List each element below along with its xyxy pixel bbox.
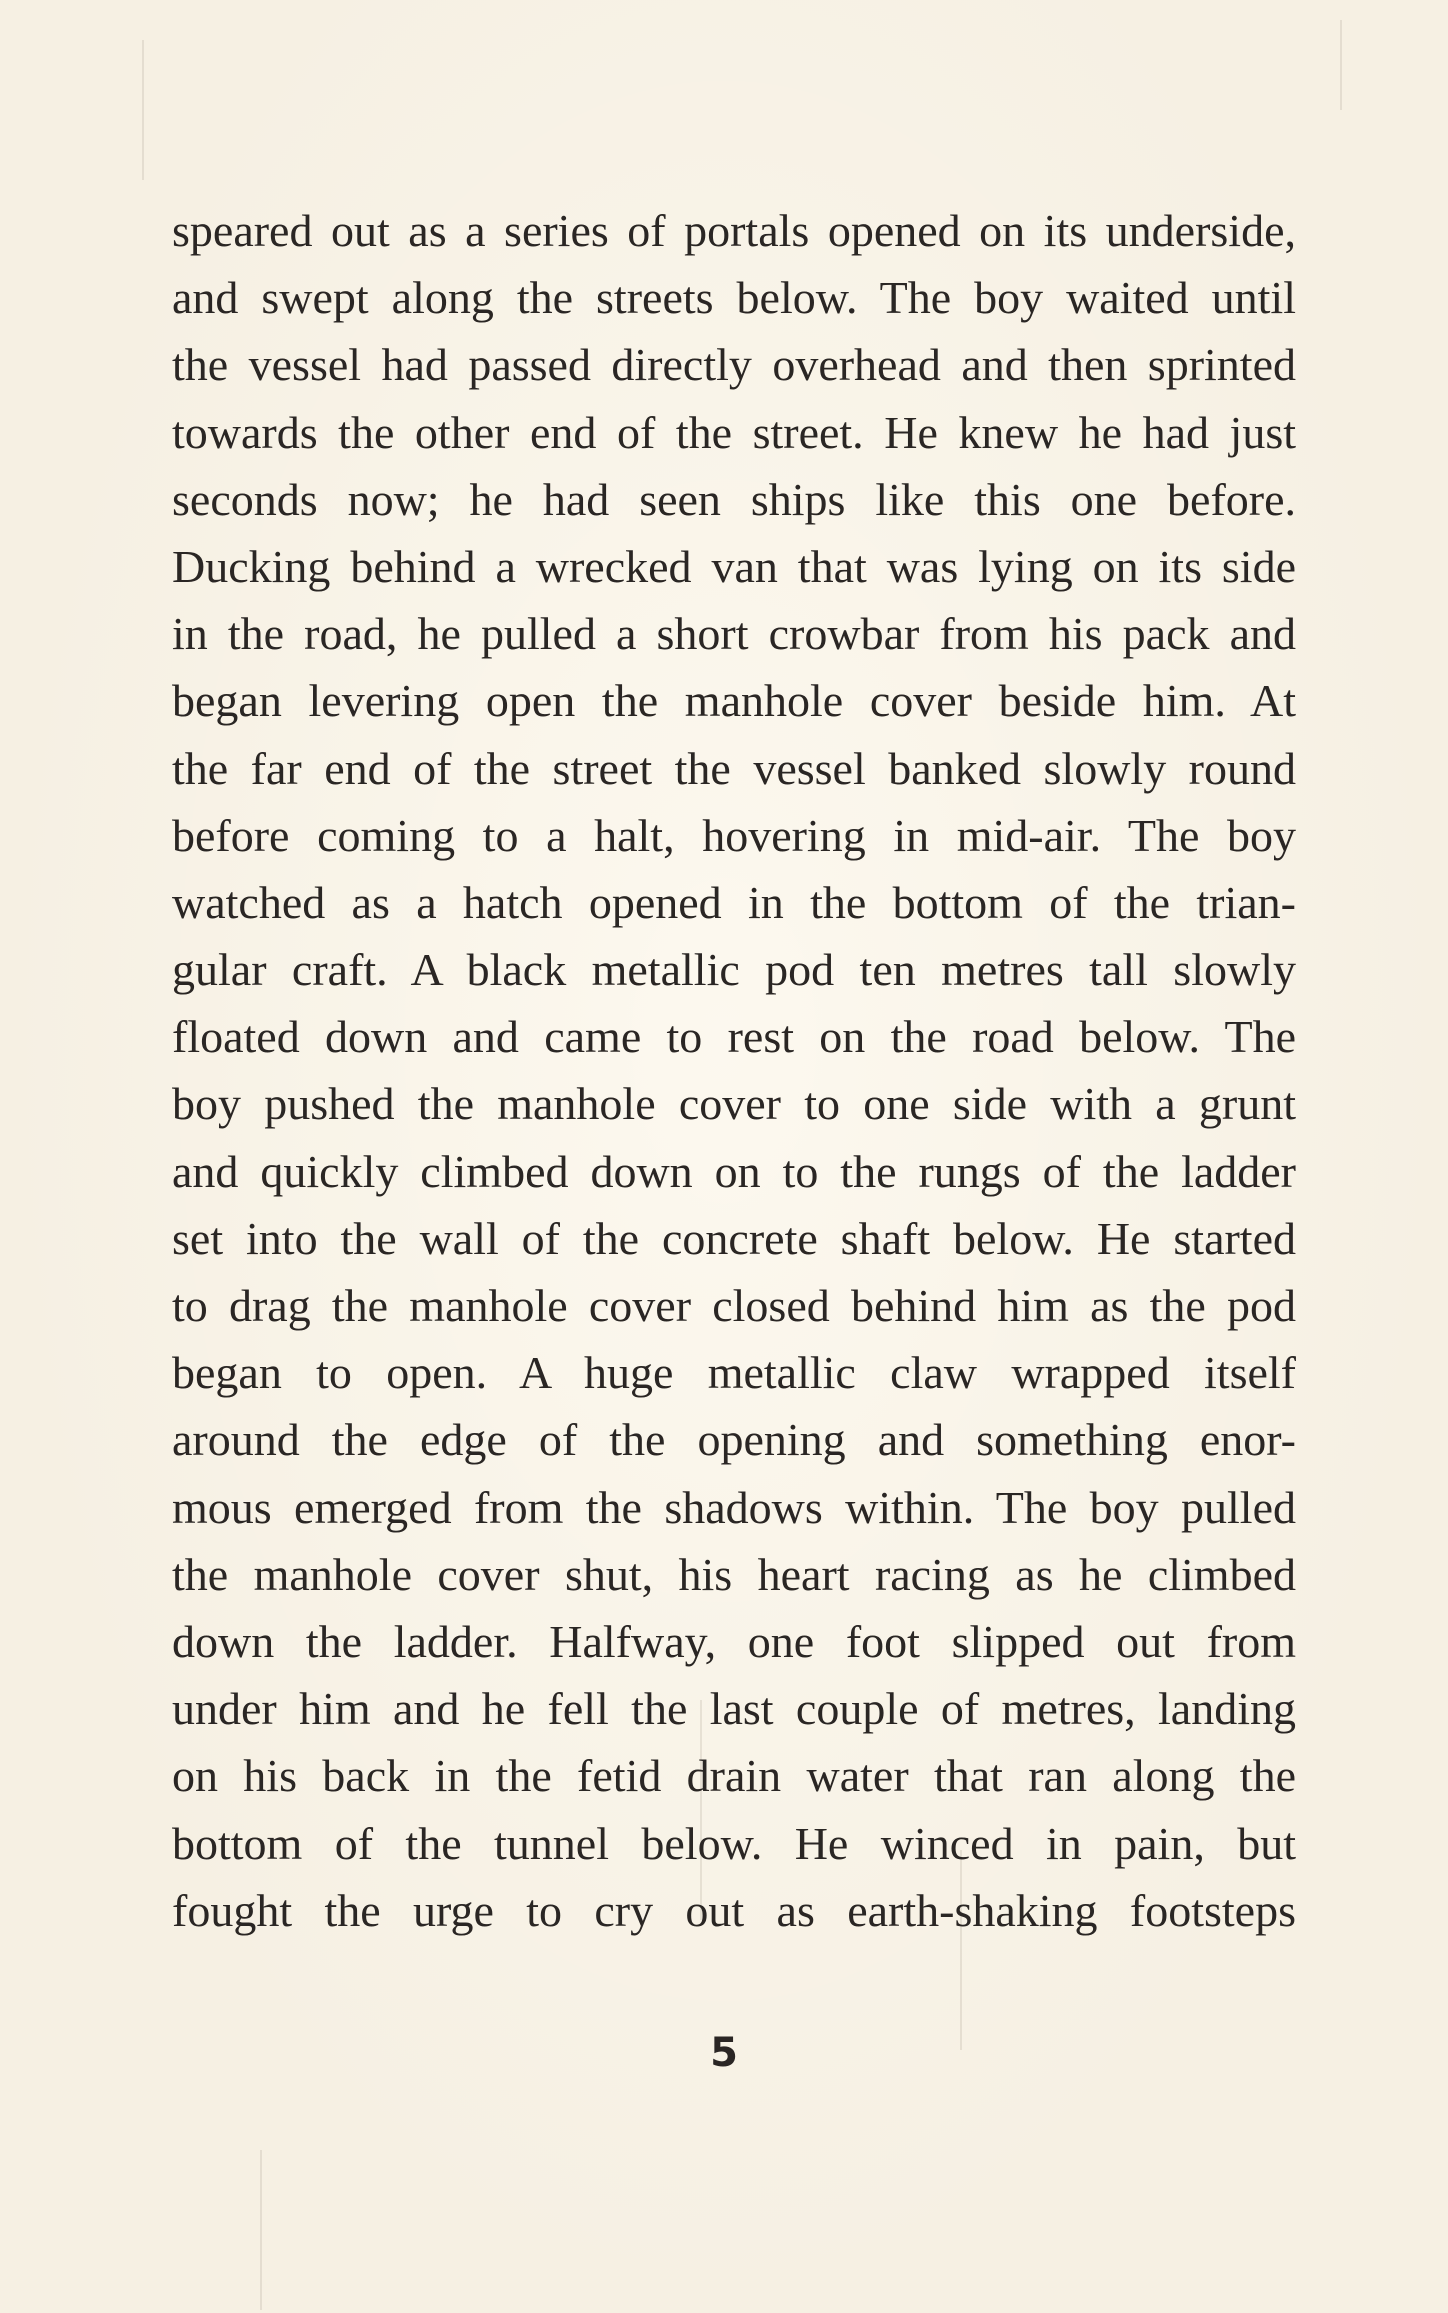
text-line: and quickly climbed down on to the rungs of the ladder [172, 1145, 1296, 1197]
text-line: seconds now; he had seen ships like this one before. [172, 473, 1296, 525]
text-line: boy pushed the manhole cover to one side with a grunt [172, 1078, 1296, 1130]
text-line: towards the other end of the street. He knew he had just [172, 406, 1296, 458]
scan-artifact [142, 40, 144, 180]
text-line: the manhole cover shut, his heart racing as he climbed [172, 1548, 1296, 1600]
text-line: to drag the manhole cover closed behind him as the pod [172, 1280, 1296, 1331]
text-line: watched as a hatch opened in the bottom of the trian- [172, 876, 1296, 928]
text-line: down the ladder. Halfway, one foot slipped out from [172, 1615, 1296, 1667]
text-line: under him and he fell the last couple of metres, landing [172, 1683, 1296, 1735]
page-number: 5 [710, 2030, 738, 2076]
text-line: mous emerged from the shadows within. The boy pulled [172, 1481, 1296, 1533]
text-line: Ducking behind a wrecked van that was lying on its side [172, 540, 1296, 592]
text-line: and swept along the streets below. The boy waited until [172, 272, 1296, 324]
text-line: the vessel had passed directly overhead and then sprinted [172, 339, 1296, 391]
text-line: in the road, he pulled a short crowbar from his pack and [172, 608, 1296, 660]
text-line: speared out as a series of portals opened on its underside, [172, 205, 1296, 256]
text-line: began to open. A huge metallic claw wrapped itself [172, 1347, 1296, 1399]
text-line: bottom of the tunnel below. He winced in pain, but [172, 1817, 1296, 1869]
text-line: set into the wall of the concrete shaft below. He started [172, 1212, 1296, 1264]
text-line: floated down and came to rest on the road below. The [172, 1011, 1296, 1063]
scan-artifact [1340, 20, 1342, 110]
text-line: gular craft. A black metallic pod ten metres tall slowly [172, 944, 1296, 996]
scan-artifact [260, 2150, 262, 2310]
text-line: around the edge of the opening and something enor- [172, 1414, 1296, 1466]
text-line: began levering open the manhole cover beside him. At [172, 675, 1296, 727]
text-line: fought the urge to cry out as earth-shaking footsteps [172, 1884, 1296, 1936]
text-line: before coming to a halt, hovering in mid-air. The boy [172, 809, 1296, 861]
body-text [172, 197, 1296, 1944]
text-line: the far end of the street the vessel banked slowly round [172, 742, 1296, 794]
text-line: on his back in the fetid drain water that ran along the [172, 1750, 1296, 1802]
